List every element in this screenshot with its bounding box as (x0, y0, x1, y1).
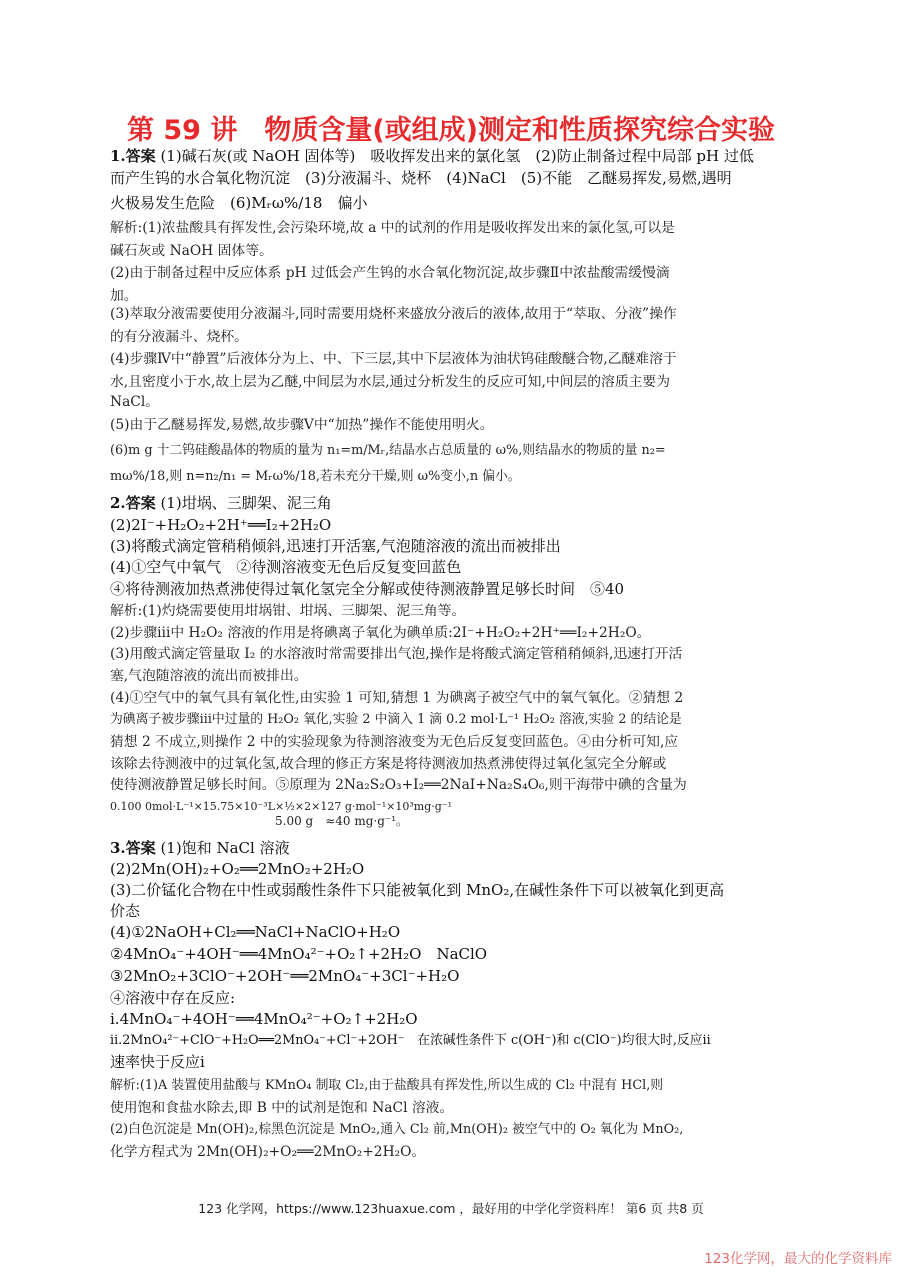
answer-line: (2)2I⁻+H₂O₂+2H⁺══I₂+2H₂O (110, 516, 332, 534)
answer-line: 1.答案 (1)碱石灰(或 NaOH 固体等) 吸收挥发出来的氯化氢 (2)防止制备过程中局部 pH 过低 (110, 147, 754, 165)
explanation-line: 猜想 2 不成立,则操作 2 中的实验现象为待测溶液变为无色后反复变回蓝色。④由分析可知,应 (110, 734, 679, 750)
explanation-line: NaCl。 (110, 394, 160, 410)
answer-line: ④将待测液加热煮沸使得过氧化氢完全分解或使待测液静置足够长时间 ⑤40 (110, 580, 625, 598)
answer-line: (4)①空气中氧气 ②待测溶液变无色后反复变回蓝色 (110, 558, 462, 576)
answer-line: (2)2Mn(OH)₂+O₂══2MnO₂+2H₂O (110, 860, 365, 878)
explanation-line: 的有分液漏斗、烧杯。 (110, 329, 248, 345)
explanation-line: 使待测液静置足够长时间。⑤原理为 2Na₂S₂O₃+I₂══2NaI+Na₂S₄O₆,则干海带中碘的含量为 (110, 777, 687, 793)
answer-line: (3)将酸式滴定管稍稍倾斜,迅速打开活塞,气泡随溶液的流出而被排出 (110, 537, 561, 555)
explanation-line: 碱石灰或 NaOH 固体等。 (110, 243, 273, 259)
explanation-line: (5)由于乙醚易挥发,易燃,故步骤Ⅴ中“加热”操作不能使用明火。 (110, 417, 494, 433)
fraction-numerator: 0.100 0mol·L⁻¹×15.75×10⁻³L×½×2×127 g·mol⁻¹×10³mg·g⁻¹ (110, 800, 452, 813)
answer-line: 3.答案 (1)饱和 NaCl 溶液 (110, 839, 290, 857)
explanation-line: (2)步骤ⅲ中 H₂O₂ 溶液的作用是将碘离子氧化为碘单质:2I⁻+H₂O₂+2H⁺══I₂+2H₂O。 (110, 625, 651, 641)
explanation-line: 使用饱和食盐水除去,即 B 中的试剂是饱和 NaCl 溶液。 (110, 1100, 454, 1116)
page-footer: 123 化学网，https://www.123huaxue.com ，最好用的中学化学资料库！ 第6 页 共8 页 (198, 1201, 704, 1216)
answer-line: 速率快于反应ⅰ (110, 1053, 205, 1071)
explanation-line: 水,且密度小于水,故上层为乙醚,中间层为水层,通过分析发生的反应可知,中间层的溶质主要为 (110, 374, 671, 390)
answer-line: ②4MnO₄⁻+4OH⁻══4MnO₄²⁻+O₂↑+2H₂O NaClO (110, 945, 488, 963)
explanation-line: 解析:(1)A 装置使用盐酸与 KMnO₄ 制取 Cl₂,由于盐酸具有挥发性,所以生成的 Cl₂ 中混有 HCl,则 (110, 1078, 664, 1093)
answer-line: 价态 (110, 902, 141, 920)
answer-line: 2.答案 (1)坩埚、三脚架、泥三角 (110, 494, 332, 512)
answer-line: 而产生钨的水合氧化物沉淀 (3)分液漏斗、烧杯 (4)NaCl (5)不能 乙醚易挥发,易燃,遇明 (110, 169, 732, 187)
explanation-line: (4)步骤Ⅳ中“静置”后液体分为上、中、下三层,其中下层液体为油状钨硅酸醚合物,乙醚难溶于 (110, 351, 677, 367)
explanation-line: (3)萃取分液需要使用分液漏斗,同时需要用烧杯来盛放分液后的液体,故用于“萃取、分液”操作 (110, 306, 677, 322)
answer-label: 1.答案 (110, 147, 156, 165)
explanation-line: (2)由于制备过程中反应体系 pH 过低会产生钨的水合氧化物沉淀,故步骤Ⅱ中浓盐酸需缓慢滴 (110, 265, 670, 281)
answer-line: ⅱ.2MnO₄²⁻+ClO⁻+H₂O══2MnO₄⁻+Cl⁻+2OH⁻ 在浓碱性条件下 c(OH⁻)和 c(ClO⁻)均很大时,反应ⅱ (110, 1033, 711, 1048)
answer-line: ④溶液中存在反应: (110, 989, 236, 1007)
explanation-line: 塞,气泡随溶液的流出而被排出。 (110, 668, 308, 684)
explanation-line: (6)m g 十二钨硅酸晶体的物质的量为 n₁=m/Mᵣ,结晶水占总质量的 ω%,则结晶水的物质的量 n₂= (110, 443, 666, 458)
explanation-line: 该除去待测液中的过氧化氢,故合理的修正方案是将待测液加热煮沸使得过氧化氢完全分解或 (110, 756, 667, 772)
explanation-line: 化学方程式为 2Mn(OH)₂+O₂══2MnO₂+2H₂O。 (110, 1144, 426, 1160)
explanation-line: 解析:(1)灼烧需要使用坩埚钳、坩埚、三脚架、泥三角等。 (110, 603, 466, 619)
explanation-line: mω%/18,则 n=n₂/n₁ = Mᵣω%/18,若未充分干燥,则 ω%变小,n 偏小。 (110, 469, 521, 484)
explanation-line: 加。 (110, 288, 138, 304)
answer-line: (3)二价锰化合物在中性或弱酸性条件下只能被氧化到 MnO₂,在碱性条件下可以被氧化到更高 (110, 881, 725, 899)
page-title: 第 59 讲 物质含量(或组成)测定和性质探究综合实验 (126, 115, 776, 146)
fraction-denominator: 5.00 g ≈40 mg·g⁻¹。 (275, 814, 409, 828)
answer-line: ⅰ.4MnO₄⁻+4OH⁻══4MnO₄²⁻+O₂↑+2H₂O (110, 1010, 418, 1028)
watermark-text: 123化学网，最大的化学资料库 (704, 1251, 892, 1267)
answer-line: ③2MnO₂+3ClO⁻+2OH⁻══2MnO₄⁻+3Cl⁻+H₂O (110, 967, 460, 985)
explanation-line: (2)白色沉淀是 Mn(OH)₂,棕黑色沉淀是 MnO₂,通入 Cl₂ 前,Mn(OH)₂ 被空气中的 O₂ 氧化为 MnO₂, (110, 1122, 684, 1137)
explanation-line: (4)①空气中的氧气具有氧化性,由实验 1 可知,猜想 1 为碘离子被空气中的氧气氧化。②猜想 2 (110, 690, 684, 706)
explanation-line: (3)用酸式滴定管量取 I₂ 的水溶液时常需要排出气泡,操作是将酸式滴定管稍稍倾斜,迅速打开活 (110, 646, 683, 662)
answer-line: 火极易发生危险 (6)Mᵣω%/18 偏小 (110, 194, 368, 212)
answer-label: 3.答案 (110, 839, 156, 857)
answer-label: 2.答案 (110, 494, 156, 512)
answer-line: (4)①2NaOH+Cl₂══NaCl+NaClO+H₂O (110, 923, 401, 941)
explanation-line: 解析:(1)浓盐酸具有挥发性,会污染环境,故 a 中的试剂的作用是吸收挥发出来的氯化氢,可以是 (110, 220, 675, 236)
explanation-line: 为碘离子被步骤ⅲ中过量的 H₂O₂ 氧化,实验 2 中滴入 1 滴 0.2 mol·L⁻¹ H₂O₂ 溶液,实验 2 的结论是 (110, 712, 682, 727)
